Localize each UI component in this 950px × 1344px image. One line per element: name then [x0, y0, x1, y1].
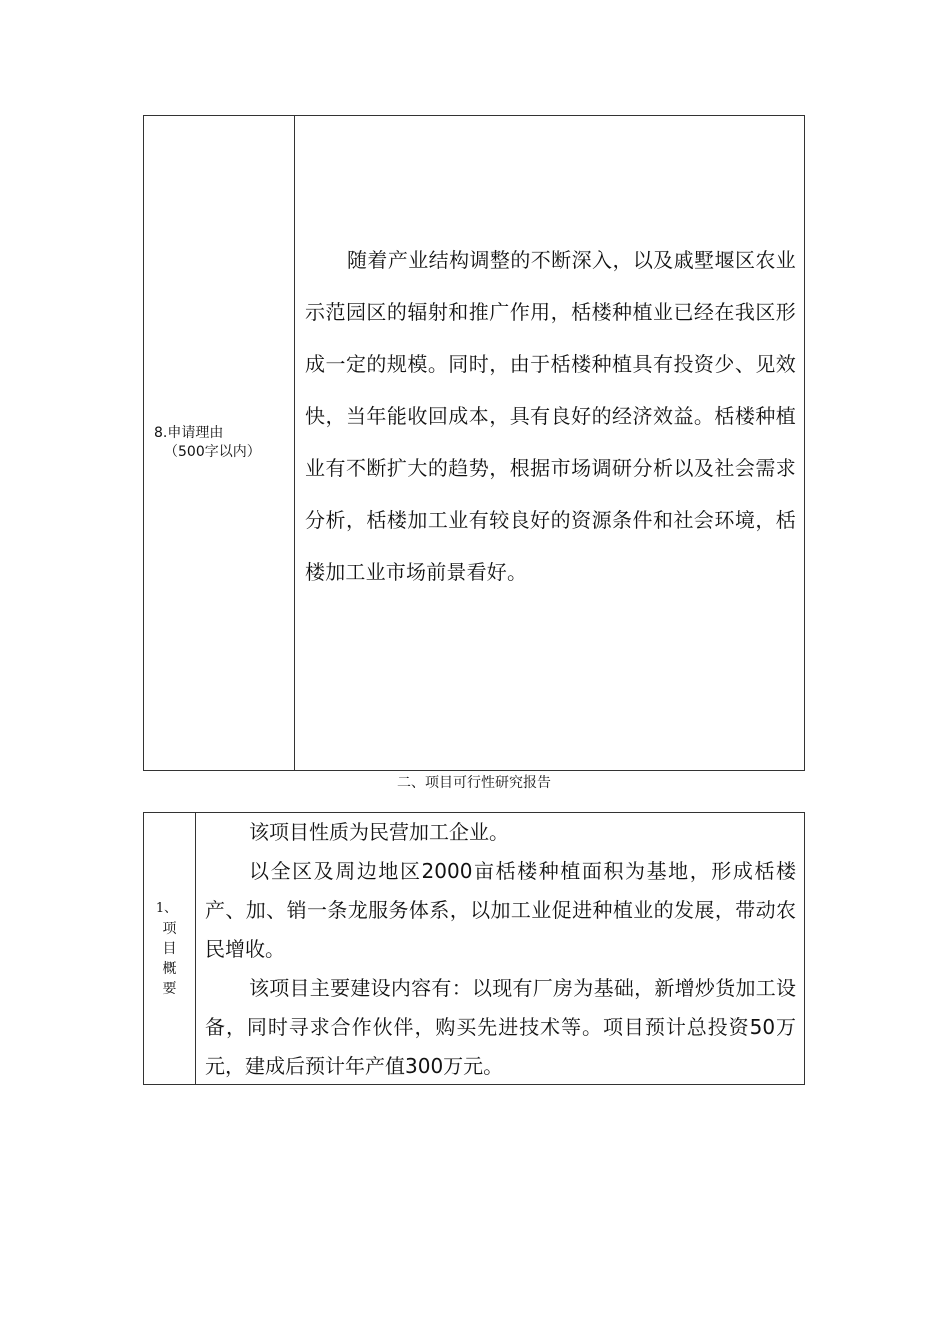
project-overview-content-cell — [196, 813, 804, 1084]
application-reason-limit-note: （500字以内） — [164, 444, 261, 460]
project-overview-label-cell — [144, 813, 196, 1084]
project-nature-paragraph: 该项目性质为民营加工企业。 — [249, 820, 509, 844]
project-overview-label-char: 概 — [162, 960, 177, 977]
project-overview-table — [143, 812, 805, 1085]
project-overview-label-char: 要 — [162, 980, 177, 997]
project-overview-label-char: 目 — [162, 940, 177, 957]
application-reason-table — [143, 115, 805, 771]
project-base-paragraph: 以全区及周边地区2000亩栝楼种植面积为基地，形成栝楼产、加、销一条龙服务体系，以加工业促进种植业的发展，带动农民增收。 — [205, 859, 796, 961]
project-overview-number: 1、 — [155, 900, 178, 916]
project-construction-paragraph: 该项目主要建设内容有：以现有厂房为基础，新增炒货加工设备，同时寻求合作伙伴，购买先进技术等。项目预计总投资50万元，建成后预计年产值300万元。 — [205, 976, 796, 1078]
application-reason-content-cell — [295, 116, 804, 770]
application-reason-label: 8.申请理由 — [154, 425, 224, 441]
application-reason-label-cell — [144, 116, 295, 770]
application-reason-paragraph: 随着产业结构调整的不断深入，以及戚墅堰区农业示范园区的辐射和推广作用，栝楼种植业已经在我区形成一定的规模。同时，由于栝楼种植具有投资少、见效快，当年能收回成本，具有良好的经济效益。栝楼种植业有不断扩大的趋势，根据市场调研分析以及社会需求分析，栝楼加工业有较良好的资源条件和社会环境，栝楼加工业市场前景看好。 — [305, 248, 796, 584]
project-overview-label-char: 项 — [162, 920, 177, 937]
section-title: 二、项目可行性研究报告 — [397, 775, 551, 791]
